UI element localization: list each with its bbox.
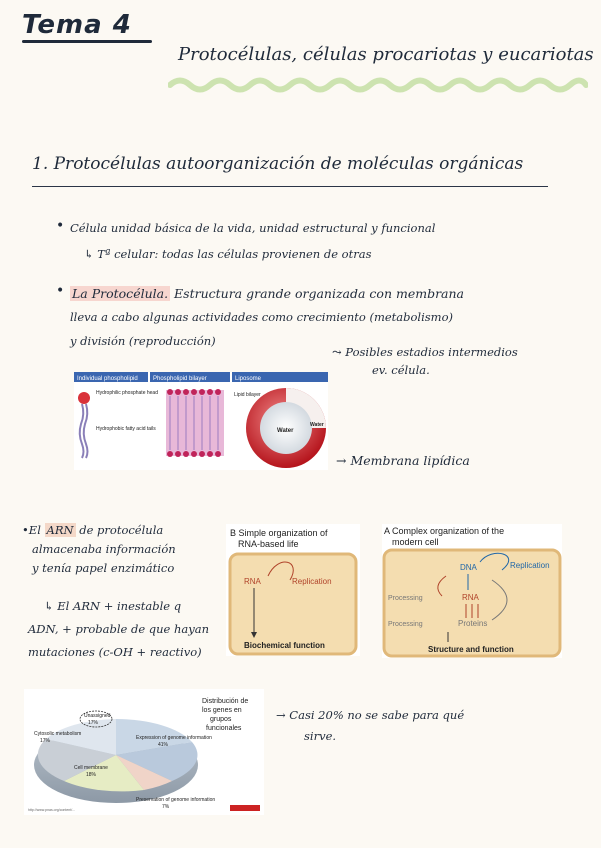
fig-a-function: Structure and function bbox=[428, 645, 514, 654]
slice-label-expression: Expression of genome information bbox=[136, 735, 212, 741]
slice-label-preservation: Preservation of genome information bbox=[136, 797, 216, 803]
slice-pct-preservation: 7% bbox=[162, 804, 170, 810]
slice-pct-expression: 41% bbox=[158, 742, 169, 748]
pie-title-1: Distribución de bbox=[202, 698, 249, 705]
fig-a-processing-1: Processing bbox=[388, 595, 423, 602]
rna-line4: ↳ El ARN + inestable q bbox=[44, 599, 182, 613]
slice-label-cytosolic: Cytosolic metabolism bbox=[34, 731, 82, 737]
section-title: 1. Protocélulas autoorganización de moléculas orgánicas bbox=[32, 154, 524, 174]
slice-pct-cytosolic: 17% bbox=[40, 738, 51, 744]
fig-a-dna: DNA bbox=[460, 563, 477, 572]
pie-footer-url: http://www.pnas.org/content/... bbox=[28, 808, 76, 812]
rna-figure-a bbox=[382, 524, 562, 658]
slice-label-unassigned: Unassigned bbox=[84, 713, 111, 719]
rna-figure-b bbox=[226, 524, 360, 656]
fig-a-title-1: A Complex organization of the bbox=[384, 526, 505, 536]
fig-a-title-2: modern cell bbox=[392, 537, 439, 547]
phosphate-head bbox=[78, 392, 90, 404]
title-underline bbox=[22, 40, 152, 43]
protocell-highlight: La Protocélula. bbox=[72, 286, 169, 301]
bullet-dot: • bbox=[56, 218, 65, 234]
label-head: Hydrophilic phosphate head bbox=[96, 390, 158, 396]
page-subtitle: Protocélulas, células procariotas y eucariotas bbox=[178, 44, 594, 65]
rna-line1: •El ARN de protocélula bbox=[22, 523, 164, 537]
fig-b-function: Biochemical function bbox=[244, 641, 325, 650]
slice-pct-unassigned: 17% bbox=[88, 720, 99, 726]
fig-b-title-1: B Simple organization of bbox=[230, 528, 328, 538]
pie-title-3: grupos bbox=[210, 716, 232, 723]
wavy-divider bbox=[168, 74, 588, 96]
rna-line3: y tenía papel enzimático bbox=[32, 561, 175, 575]
fig-b-title-2: RNA-based life bbox=[238, 539, 299, 549]
tab-bilayer: Phospholipid bilayer bbox=[153, 376, 207, 382]
bullet1-line2: ↳ Tª celular: todas las células provienen de otras bbox=[84, 247, 372, 261]
slice-label-cell-membrane: Cell membrane bbox=[74, 765, 108, 771]
label-bilayer: Lipid bilayer bbox=[234, 392, 261, 398]
rna-line6: mutaciones (c-OH + reactivo) bbox=[28, 645, 202, 659]
note-stages-line2: ev. célula. bbox=[372, 363, 430, 377]
publisher-logo bbox=[230, 805, 260, 811]
bullet2-line3: y división (reproducción) bbox=[70, 334, 216, 348]
fig-b-replication: Replication bbox=[292, 577, 332, 586]
bullet-dot: • bbox=[56, 283, 65, 299]
pie-note-line1: → Casi 20% no se sabe para qué bbox=[276, 708, 465, 722]
label-water-in: Water bbox=[277, 428, 294, 434]
tab-individual: Individual phospholipid bbox=[77, 376, 138, 382]
page-title: Tema 4 bbox=[22, 10, 132, 40]
fig-a-rna: RNA bbox=[462, 593, 479, 602]
fig-a-proteins: Proteins bbox=[458, 619, 488, 628]
bilayer-block bbox=[166, 389, 224, 457]
bullet1-line1: Célula unidad básica de la vida, unidad estructural y funcional bbox=[70, 221, 436, 235]
rna-line2: almacenaba información bbox=[32, 542, 176, 556]
section-underline bbox=[32, 186, 548, 187]
note-membrane: → Membrana lipídica bbox=[336, 453, 470, 468]
rna-line5: ADN, + probable de que hayan bbox=[28, 622, 210, 636]
pie-title-4: funcionales bbox=[206, 725, 242, 732]
label-tail: Hydrophobic fatty acid tails bbox=[96, 426, 156, 432]
fig-a-processing-2: Processing bbox=[388, 621, 423, 628]
pie-title-2: los genes en bbox=[202, 707, 242, 714]
label-water-out: Water bbox=[310, 422, 324, 428]
membrane-figure bbox=[74, 372, 328, 470]
tab-liposome: Liposome bbox=[235, 376, 262, 382]
slice-pct-cell-membrane: 18% bbox=[86, 772, 97, 778]
note-stages-line1: ⤳ Posibles estadios intermedios bbox=[332, 345, 518, 359]
bullet2-line1-rest: Estructura grande organizada con membrana bbox=[170, 286, 465, 301]
fig-a-replication: Replication bbox=[510, 561, 550, 570]
fig-b-rna: RNA bbox=[244, 577, 261, 586]
bullet2-line1 bbox=[70, 286, 464, 301]
pie-note-line2: sirve. bbox=[304, 729, 337, 743]
arn-highlight: ARN bbox=[46, 523, 74, 537]
bullet2-line2: lleva a cabo algunas actividades como crecimiento (metabolismo) bbox=[70, 310, 453, 324]
pie-chart-figure bbox=[24, 689, 264, 815]
